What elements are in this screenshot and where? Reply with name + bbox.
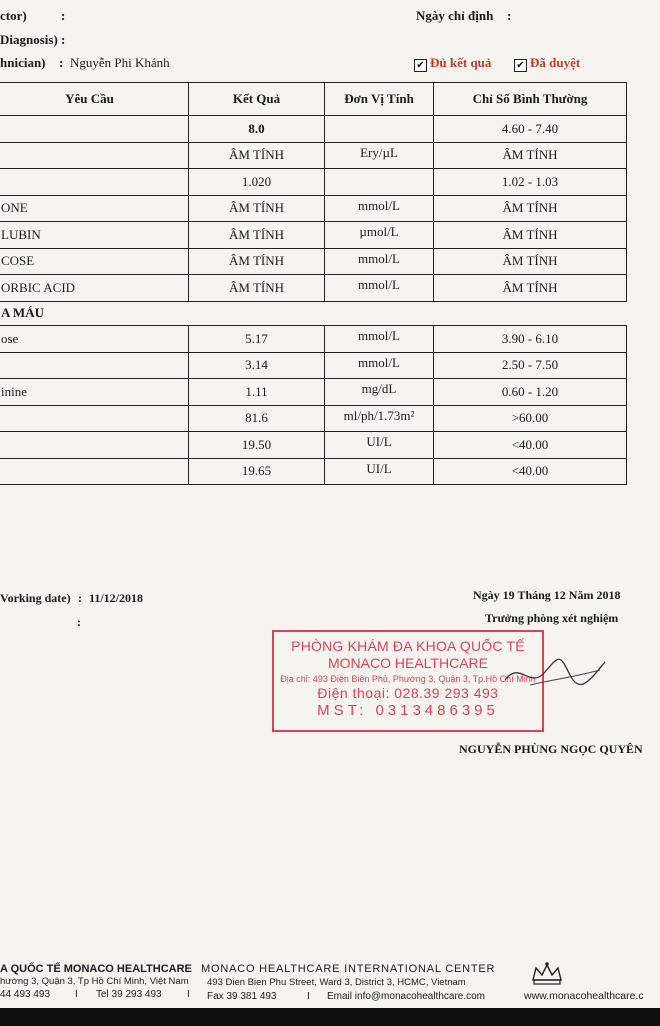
- diagnosis-label: Diagnosis) :: [0, 32, 66, 47]
- normal-range-cell: ÂM TÍNH: [434, 248, 627, 275]
- table-row: [0, 142, 627, 169]
- stamp-line-address: Địa chỉ: 493 Điện Biên Phủ, Phường 3, Quận 3, Tp.Hồ Chí Minh: [280, 674, 536, 684]
- table-row: [0, 116, 627, 143]
- approved-label: Đã duyệt: [530, 55, 581, 70]
- working-date: 11/12/2018: [89, 591, 144, 605]
- normal-range-cell: ÂM TÍNH: [434, 195, 627, 222]
- working-date-colon: :: [78, 591, 82, 605]
- test-name-cell: COSE: [0, 248, 189, 275]
- normal-range-cell: ÂM TÍNH: [434, 142, 627, 169]
- checkmark-icon: ✔: [514, 59, 527, 72]
- stamp-line-brand: MONACO HEALTHCARE: [328, 655, 488, 671]
- technician-name: Nguyễn Phi Khánh: [70, 55, 170, 70]
- second-colon: :: [77, 615, 81, 629]
- test-name-cell: ose: [0, 326, 189, 353]
- unit-cell: Ery/µL: [325, 142, 434, 169]
- table-row: [0, 222, 627, 249]
- test-name-cell: inine: [0, 379, 189, 406]
- result-cell: 81.6: [189, 405, 325, 432]
- normal-range-cell: 0.60 - 1.20: [434, 379, 627, 406]
- unit-cell: UI/L: [325, 432, 434, 459]
- normal-range-cell: <40.00: [434, 458, 627, 485]
- normal-range-cell: >60.00: [434, 405, 627, 432]
- unit-cell: µmol/L: [325, 222, 434, 249]
- col-request: Yêu Cầu: [0, 83, 189, 116]
- table-row: [0, 275, 627, 302]
- results-complete-label: Đủ kết quả: [430, 55, 492, 70]
- date-colon: :: [507, 8, 512, 23]
- table-row: [0, 352, 627, 379]
- normal-range-cell: 3.90 - 6.10: [434, 326, 627, 353]
- result-cell: ÂM TÍNH: [189, 222, 325, 249]
- unit-cell: mmol/L: [325, 326, 434, 353]
- table-section-row: [0, 301, 627, 326]
- table-row: [0, 405, 627, 432]
- table-header-row: [0, 83, 627, 116]
- unit-cell: [325, 116, 434, 143]
- results-complete-checkbox[interactable]: [414, 54, 491, 72]
- results-table: [0, 82, 627, 485]
- result-cell: 1.11: [189, 379, 325, 406]
- working-date-label: Vorking date): [0, 591, 71, 605]
- footer-website: www.monacohealthcare.c: [524, 990, 644, 1002]
- crown-logo-icon: [530, 960, 564, 986]
- sign-date: Ngày 19 Tháng 12 Năm 2018: [473, 588, 621, 602]
- footer-email: Email info@monacohealthcare.com: [327, 991, 486, 1002]
- checkmark-icon: ✔: [414, 59, 427, 72]
- result-cell: 19.50: [189, 432, 325, 459]
- table-row: [0, 326, 627, 353]
- test-name-cell: [0, 116, 189, 143]
- technician-colon: :: [59, 55, 64, 70]
- result-cell: ÂM TÍNH: [189, 275, 325, 302]
- test-name-cell: ORBIC ACID: [0, 275, 189, 302]
- footer-en-address: 493 Dien Bien Phu Street, Ward 3, District 3, HCMC, Vietnam: [207, 977, 466, 988]
- result-cell: ÂM TÍNH: [189, 195, 325, 222]
- normal-range-cell: ÂM TÍNH: [434, 222, 627, 249]
- footer-sep: I: [75, 989, 78, 1000]
- stamp-line-phone: Điện thoại: 028.39 293 493: [317, 685, 499, 701]
- test-name-cell: [0, 405, 189, 432]
- test-name-cell: [0, 142, 189, 169]
- normal-range-cell: 2.50 - 7.50: [434, 352, 627, 379]
- technician-label: hnician): [0, 55, 46, 70]
- footer-phone: 44 493 493: [0, 989, 51, 1000]
- table-row: [0, 248, 627, 275]
- sign-title: Trưởng phòng xét nghiệm: [485, 611, 619, 625]
- unit-cell: mmol/L: [325, 275, 434, 302]
- doctor-colon: :: [61, 8, 66, 23]
- stamp-line-clinic: PHÒNG KHÁM ĐA KHOA QUỐC TẾ: [291, 638, 525, 654]
- table-row: [0, 195, 627, 222]
- unit-cell: ml/ph/1.73m²: [325, 405, 434, 432]
- approved-checkbox[interactable]: [514, 54, 580, 72]
- col-result: Kết Quả: [189, 83, 325, 116]
- footer-fax: Fax 39 381 493: [207, 991, 277, 1002]
- result-cell: ÂM TÍNH: [189, 248, 325, 275]
- date-label: Ngày chỉ định: [416, 8, 494, 23]
- normal-range-cell: 4.60 - 7.40: [434, 116, 627, 143]
- normal-range-cell: <40.00: [434, 432, 627, 459]
- test-name-cell: LUBIN: [0, 222, 189, 249]
- col-unit: Đơn Vị Tính: [325, 83, 434, 116]
- unit-cell: mg/dL: [325, 379, 434, 406]
- test-name-cell: [0, 458, 189, 485]
- result-cell: 5.17: [189, 326, 325, 353]
- test-name-cell: [0, 169, 189, 196]
- sign-name: NGUYỄN PHÙNG NGỌC QUYÊN: [459, 742, 643, 756]
- result-cell: 1.020: [189, 169, 325, 196]
- test-name-cell: [0, 432, 189, 459]
- table-row: [0, 432, 627, 459]
- unit-cell: UI/L: [325, 458, 434, 485]
- result-cell: ÂM TÍNH: [189, 142, 325, 169]
- table-row: [0, 458, 627, 485]
- result-cell: 8.0: [189, 116, 325, 143]
- stamp-line-tax: MST: 0313486395: [317, 702, 499, 719]
- test-name-cell: [0, 352, 189, 379]
- unit-cell: mmol/L: [325, 195, 434, 222]
- footer-vn-address: hường 3, Quận 3, Tp Hồ Chí Minh, Việt Nam: [0, 976, 189, 987]
- doctor-label: ctor): [0, 8, 27, 23]
- section-label: A MÁU: [0, 301, 627, 326]
- result-cell: 3.14: [189, 352, 325, 379]
- unit-cell: mmol/L: [325, 248, 434, 275]
- footer-sep: I: [307, 991, 310, 1002]
- footer-sep: I: [187, 989, 190, 1000]
- col-normal-range: Chỉ Số Bình Thường: [434, 83, 627, 116]
- table-row: [0, 379, 627, 406]
- signature-icon: [500, 650, 610, 695]
- normal-range-cell: 1.02 - 1.03: [434, 169, 627, 196]
- unit-cell: [325, 169, 434, 196]
- table-row: [0, 169, 627, 196]
- result-cell: 19.65: [189, 458, 325, 485]
- test-name-cell: ONE: [0, 195, 189, 222]
- footer-en-name: MONACO HEALTHCARE INTERNATIONAL CENTER: [201, 963, 496, 975]
- footer-tel: Tel 39 293 493: [96, 989, 162, 1000]
- unit-cell: mmol/L: [325, 352, 434, 379]
- scan-edge: [0, 1008, 660, 1026]
- footer-vn-name: A QUỐC TẾ MONACO HEALTHCARE: [0, 963, 192, 975]
- normal-range-cell: ÂM TÍNH: [434, 275, 627, 302]
